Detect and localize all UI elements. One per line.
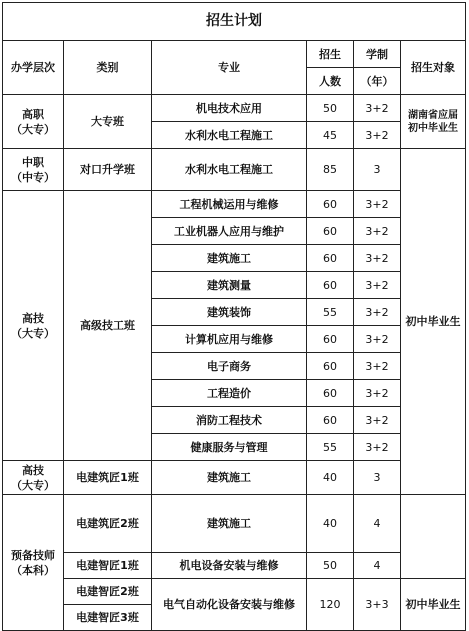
quota-cell: 55 — [307, 299, 354, 326]
quota-cell: 120 — [307, 579, 354, 631]
years-cell: 3+2 — [354, 353, 401, 380]
quota-cell: 50 — [307, 95, 354, 122]
level-degree: （大专） — [11, 122, 55, 136]
level-cell-gaozhi — [3, 95, 64, 149]
table-row — [3, 149, 466, 191]
target-cell-gaoji: 初中毕业生 — [401, 149, 466, 495]
major-cell: 建筑装饰 — [152, 299, 307, 326]
level-degree: （本科） — [11, 563, 55, 577]
years-cell: 3+2 — [354, 326, 401, 353]
category-cell: 电建智匠3班 — [64, 605, 152, 631]
quota-cell: 85 — [307, 149, 354, 191]
major-cell: 建筑施工 — [152, 461, 307, 495]
level-name: 预备技师 — [11, 548, 55, 562]
major-cell: 电子商务 — [152, 353, 307, 380]
major-cell: 工程机械运用与维修 — [152, 191, 307, 218]
header-quota-bottom: 人数 — [307, 68, 354, 95]
table-row — [3, 495, 466, 553]
quota-cell: 40 — [307, 461, 354, 495]
level-name: 中职 — [22, 155, 44, 169]
major-cell: 机电技术应用 — [152, 95, 307, 122]
target-line-2: 初中毕业生 — [408, 122, 459, 134]
header-row-1 — [3, 41, 466, 68]
header-years-bottom: （年） — [354, 68, 401, 95]
quota-cell: 40 — [307, 495, 354, 553]
years-cell: 3 — [354, 149, 401, 191]
years-cell: 3+2 — [354, 95, 401, 122]
table-row — [3, 553, 466, 579]
major-cell: 电气自动化设备安装与维修 — [152, 579, 307, 631]
category-cell: 大专班 — [64, 95, 152, 149]
quota-cell: 60 — [307, 326, 354, 353]
table-row — [3, 461, 466, 495]
level-degree: （大专） — [11, 326, 55, 340]
quota-cell: 60 — [307, 380, 354, 407]
category-cell: 电建智匠2班 — [64, 579, 152, 605]
years-cell: 3 — [354, 461, 401, 495]
category-cell: 电建筑匠2班 — [64, 495, 152, 553]
years-cell: 3+2 — [354, 122, 401, 149]
major-cell: 机电设备安装与维修 — [152, 553, 307, 579]
quota-cell: 60 — [307, 245, 354, 272]
table-row — [3, 191, 466, 218]
category-cell: 电建筑匠1班 — [64, 461, 152, 495]
table-title: 招生计划 — [3, 3, 466, 41]
level-degree: （中专） — [11, 170, 55, 184]
table-row — [3, 95, 466, 122]
major-cell: 建筑施工 — [152, 495, 307, 553]
header-quota-top: 招生 — [307, 41, 354, 68]
category-cell: 电建智匠1班 — [64, 553, 152, 579]
years-cell: 3+2 — [354, 272, 401, 299]
years-cell: 4 — [354, 553, 401, 579]
quota-cell: 55 — [307, 434, 354, 461]
target-line-1: 湖南省应届 — [408, 109, 459, 121]
level-cell-gaoji2 — [3, 461, 64, 495]
level-cell-zhongzhi — [3, 149, 64, 191]
quota-cell: 60 — [307, 353, 354, 380]
major-cell: 建筑测量 — [152, 272, 307, 299]
category-cell: 高级技工班 — [64, 191, 152, 461]
level-name: 高技 — [22, 463, 44, 477]
quota-cell: 60 — [307, 191, 354, 218]
major-cell: 工业机器人应用与维护 — [152, 218, 307, 245]
years-cell: 3+2 — [354, 245, 401, 272]
level-cell-gaoji — [3, 191, 64, 461]
years-cell: 3+2 — [354, 299, 401, 326]
table-row — [3, 579, 466, 605]
quota-cell: 50 — [307, 553, 354, 579]
years-cell: 4 — [354, 495, 401, 553]
years-cell: 3+2 — [354, 407, 401, 434]
major-cell: 水利水电工程施工 — [152, 122, 307, 149]
enrollment-plan-table — [2, 2, 466, 631]
target-cell-yubei: 初中毕业生 — [401, 579, 466, 631]
years-cell: 3+2 — [354, 380, 401, 407]
major-cell: 计算机应用与维修 — [152, 326, 307, 353]
header-years-top: 学制 — [354, 41, 401, 68]
title-row — [3, 3, 466, 41]
major-cell: 消防工程技术 — [152, 407, 307, 434]
years-cell: 3+3 — [354, 579, 401, 631]
level-degree: （大专） — [11, 478, 55, 492]
quota-cell: 60 — [307, 272, 354, 299]
quota-cell: 60 — [307, 407, 354, 434]
quota-cell: 60 — [307, 218, 354, 245]
header-level: 办学层次 — [3, 41, 64, 95]
major-cell: 工程造价 — [152, 380, 307, 407]
major-cell: 水利水电工程施工 — [152, 149, 307, 191]
quota-cell: 45 — [307, 122, 354, 149]
major-cell: 健康服务与管理 — [152, 434, 307, 461]
years-cell: 3+2 — [354, 218, 401, 245]
header-category: 类别 — [64, 41, 152, 95]
header-target: 招生对象 — [401, 41, 466, 95]
level-name: 高技 — [22, 311, 44, 325]
category-cell: 对口升学班 — [64, 149, 152, 191]
years-cell: 3+2 — [354, 191, 401, 218]
header-major: 专业 — [152, 41, 307, 95]
level-cell-yubei — [3, 495, 64, 631]
years-cell: 3+2 — [354, 434, 401, 461]
target-cell-gaozhi — [401, 95, 466, 149]
level-name: 高职 — [22, 107, 44, 121]
major-cell: 建筑施工 — [152, 245, 307, 272]
